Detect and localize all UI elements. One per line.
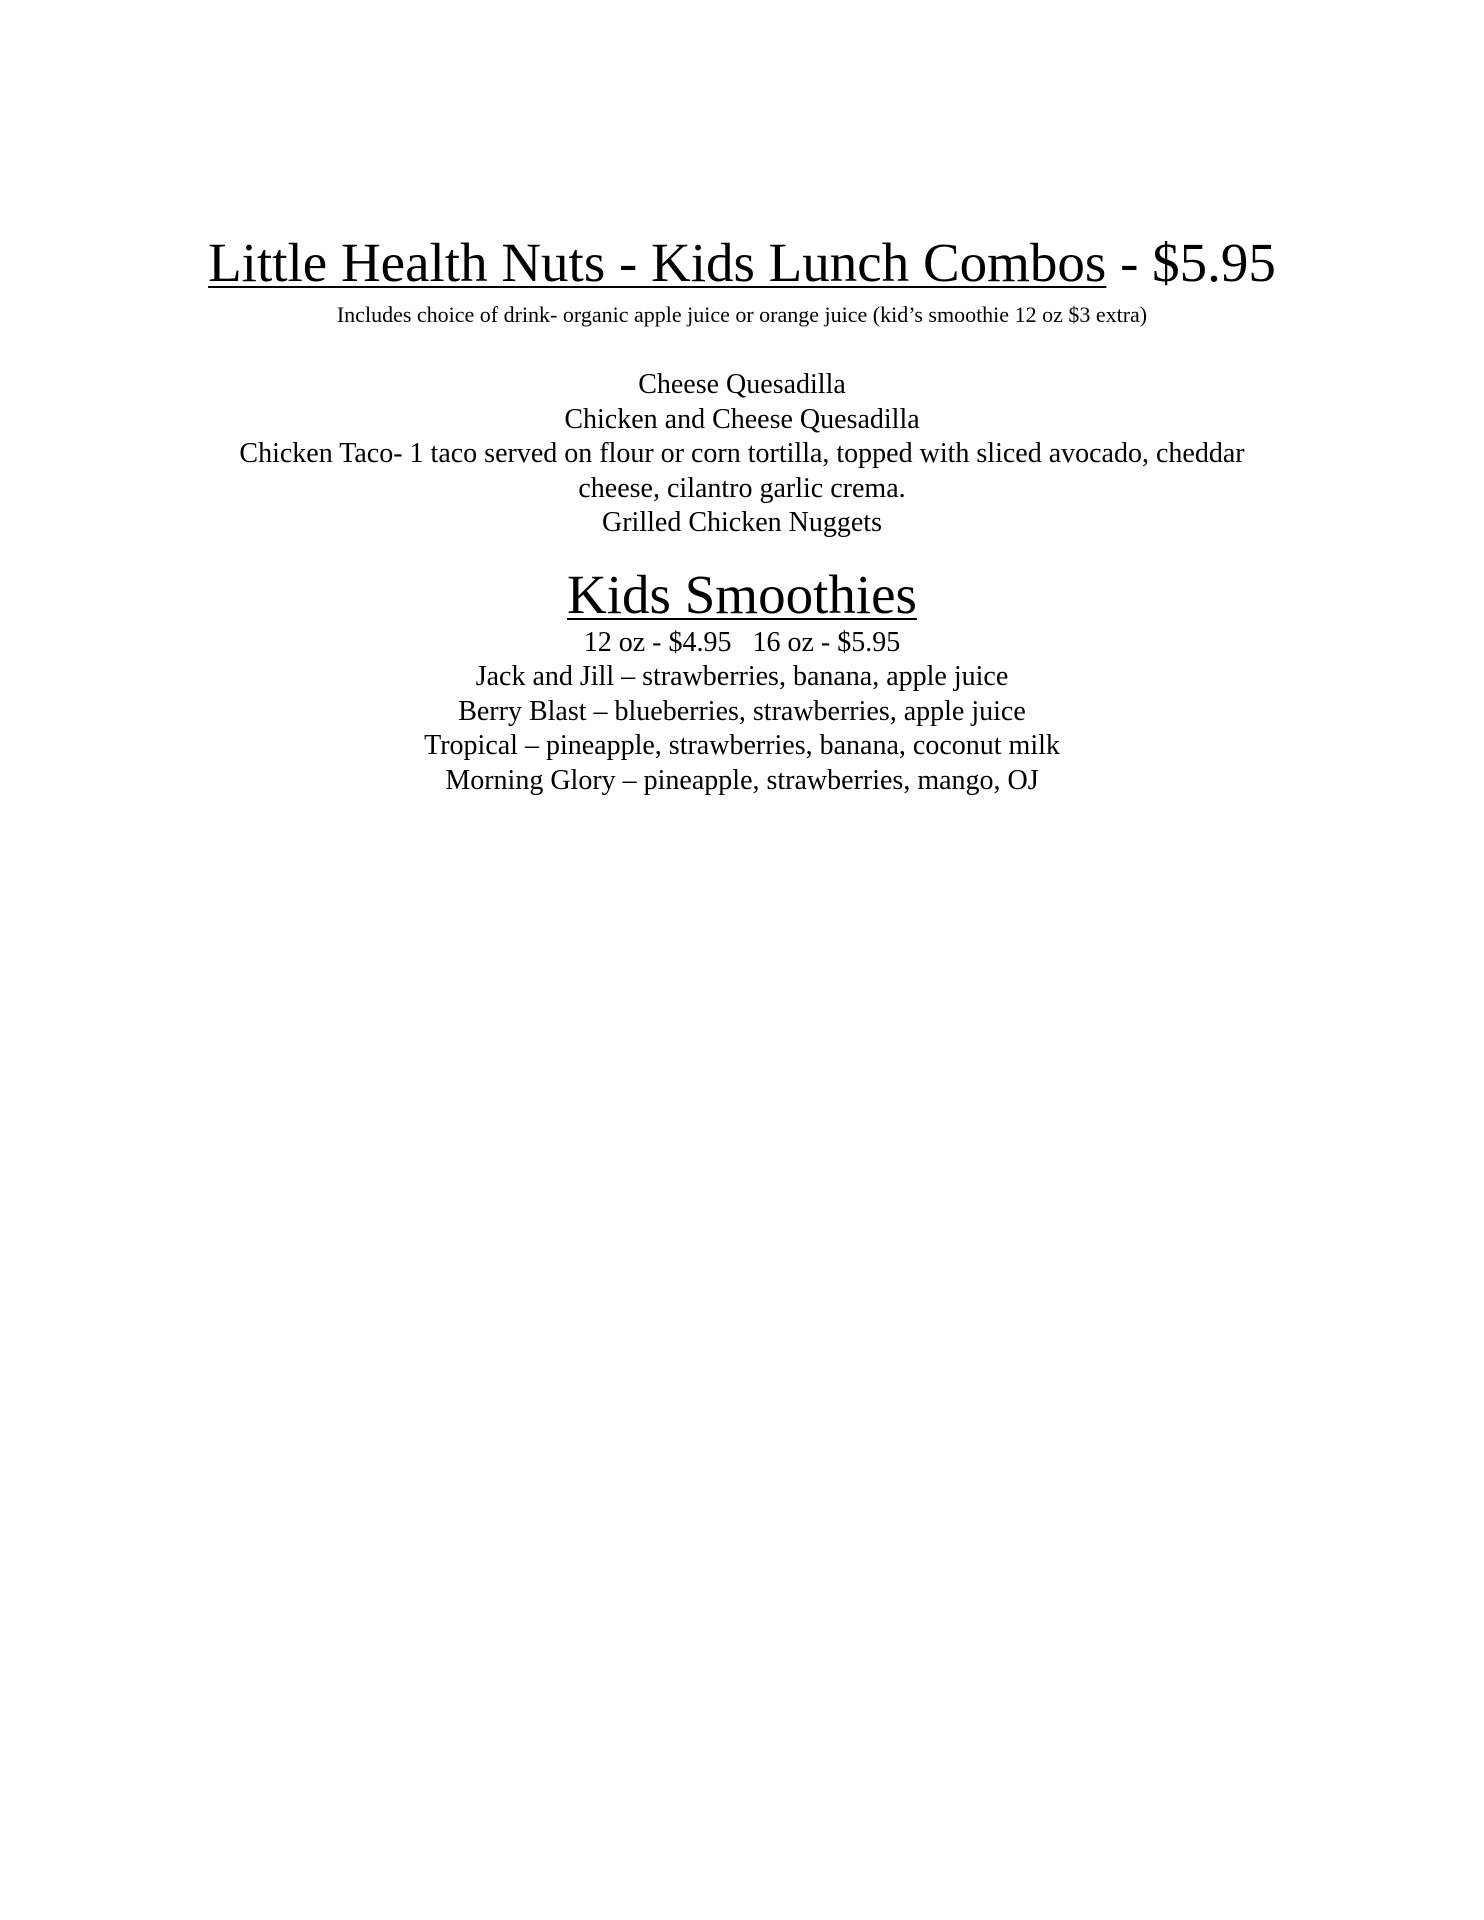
combo-item-grilled-chicken-nuggets: Grilled Chicken Nuggets [602, 507, 882, 538]
combo-item-chicken-cheese-quesadilla: Chicken and Cheese Quesadilla [564, 403, 920, 435]
combos-title: Little Health Nuts - Kids Lunch Combos [208, 232, 1107, 293]
combos-heading [0, 228, 1484, 298]
smoothie-item-tropical: Tropical – pineapple, strawberries, banana, coconut milk [424, 730, 1060, 761]
combo-item-cheese-quesadilla: Cheese Quesadilla [638, 369, 846, 400]
smoothie-sizes: 12 oz - $4.95 16 oz - $5.95 [583, 627, 901, 658]
combo-item-chicken-taco: Chicken Taco- 1 taco served on flour or corn tortilla, topped with sliced avocado, cheddar cheese, cilantro garlic crema. [239, 438, 1245, 504]
combos-price: - $5.95 [1106, 232, 1276, 293]
smoothie-item-morning-glory: Morning Glory – pineapple, strawberries, mango, OJ [445, 764, 1039, 796]
smoothie-item-berry-blast: Berry Blast – blueberries, strawberries, apple juice [458, 695, 1026, 727]
combo-list [200, 368, 1284, 541]
combos-subtitle: Includes choice of drink- organic apple juice or orange juice (kid’s smoothie 12 oz $3 extra) [336, 302, 1148, 327]
smoothies-title: Kids Smoothies [567, 564, 917, 625]
smoothie-list [0, 660, 1484, 798]
smoothie-item-jack-and-jill: Jack and Jill – strawberries, banana, apple juice [475, 661, 1009, 692]
